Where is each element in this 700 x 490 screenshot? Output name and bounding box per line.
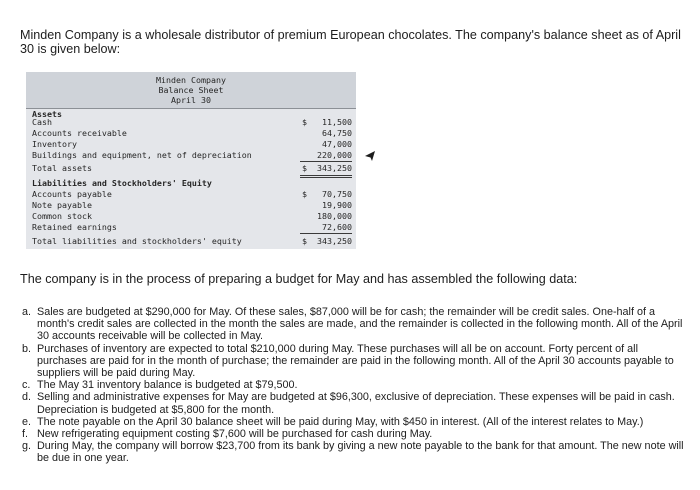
note-payable-label: Note payable	[32, 200, 92, 210]
cash-amount: 11,500	[322, 117, 352, 127]
list-item-text: The note payable on the April 30 balance sheet will be paid during May, with $450 in interest. (All of the interest relates to May.)	[37, 415, 644, 428]
list-marker: d.	[22, 391, 32, 404]
assets-subtotal-rule	[300, 161, 352, 162]
list-marker: c.	[22, 379, 31, 392]
budget-data-list	[22, 306, 690, 465]
list-item	[22, 343, 690, 380]
liabilities-heading-row	[32, 178, 352, 189]
list-marker: g.	[22, 440, 32, 453]
list-item	[22, 416, 690, 428]
payable-amount: 70,750	[322, 189, 352, 199]
payable-label: Accounts payable	[32, 189, 112, 199]
list-item	[22, 379, 690, 391]
retained-row	[32, 222, 352, 233]
list-item	[22, 440, 690, 464]
payable-dollar: $	[302, 189, 307, 199]
list-item-text: Selling and administrative expenses for May are budgeted at $96,300, exclusive of depreciation. These expenses will be paid in cash. Depreciation is budgeted at $5,800 for the month.	[37, 391, 675, 416]
inventory-label: Inventory	[32, 139, 77, 149]
list-marker: b.	[22, 342, 32, 355]
list-item-text: The May 31 inventory balance is budgeted at $79,500.	[37, 379, 298, 392]
payable-row	[32, 189, 352, 200]
buildings-amount: 220,000	[317, 150, 352, 160]
list-item-text: Purchases of inventory are expected to total $210,000 during May. These purchases will all be on account. Forty percent of all purchases are paid for in the month of purchase; the remainder are paid in the following month. All of the April 30 accounts payable to suppliers will be paid during May.	[37, 342, 674, 380]
list-item-text: During May, the company will borrow $23,700 from its bank by giving a new note payable to the bank for that amount. The new note will be due in one year.	[37, 440, 684, 465]
list-item	[22, 306, 690, 343]
list-marker: e.	[22, 415, 32, 428]
total-assets-label: Total assets	[32, 163, 92, 173]
budget-lead-text: The company is in the process of preparing a budget for May and has assembled the following data:	[20, 272, 578, 286]
statement-title: Balance Sheet	[158, 85, 224, 95]
cash-dollar: $	[302, 117, 307, 127]
liabilities-subtotal-rule	[300, 233, 352, 234]
intro-text: Minden Company is a wholesale distributor of premium European chocolates. The company's balance sheet as of April 30 is given below:	[20, 28, 681, 56]
inventory-row	[32, 139, 352, 150]
total-assets-dollar: $	[302, 163, 307, 173]
list-marker: a.	[22, 306, 32, 318]
mouse-pointer-icon	[364, 150, 376, 162]
cash-row	[32, 117, 352, 128]
buildings-label: Buildings and equipment, net of depreciation	[32, 150, 252, 160]
balance-sheet-table	[26, 72, 356, 249]
receivable-amount: 64,750	[322, 128, 352, 138]
company-name: Minden Company	[156, 75, 226, 85]
total-le-dollar: $	[302, 236, 307, 246]
cash-label: Cash	[32, 117, 52, 127]
total-assets-amount: 343,250	[317, 163, 352, 173]
total-le-row	[32, 236, 352, 247]
liabilities-heading: Liabilities and Stockholders' Equity	[32, 178, 212, 188]
common-stock-row	[32, 211, 352, 222]
receivable-label: Accounts receivable	[32, 128, 127, 138]
total-le-label: Total liabilities and stockholders' equity	[32, 236, 242, 246]
list-item-text: New refrigerating equipment costing $7,600 will be purchased for cash during May.	[37, 428, 433, 441]
total-assets-row	[32, 163, 352, 174]
retained-label: Retained earnings	[32, 222, 117, 232]
list-item-text: Sales are budgeted at $290,000 for May. Of these sales, $87,000 will be for cash; the remainder will be credit sales. One-half of a month's credit sales are collected in the month the sales are made, and the remainder is collected in the following month. All of the April 30 accounts receivable will be collected in May.	[37, 306, 683, 343]
list-marker: f.	[22, 428, 28, 441]
list-item	[22, 391, 690, 415]
assets-heading: Assets	[32, 109, 62, 119]
common-stock-label: Common stock	[32, 211, 92, 221]
receivable-row	[32, 128, 352, 139]
list-item	[22, 428, 690, 440]
note-payable-amount: 19,900	[322, 200, 352, 210]
common-stock-amount: 180,000	[317, 211, 352, 221]
buildings-row	[32, 150, 352, 161]
statement-date: April 30	[171, 95, 211, 105]
total-le-amount: 343,250	[317, 236, 352, 246]
balance-sheet-header	[26, 72, 356, 109]
retained-amount: 72,600	[322, 222, 352, 232]
note-payable-row	[32, 200, 352, 211]
inventory-amount: 47,000	[322, 139, 352, 149]
